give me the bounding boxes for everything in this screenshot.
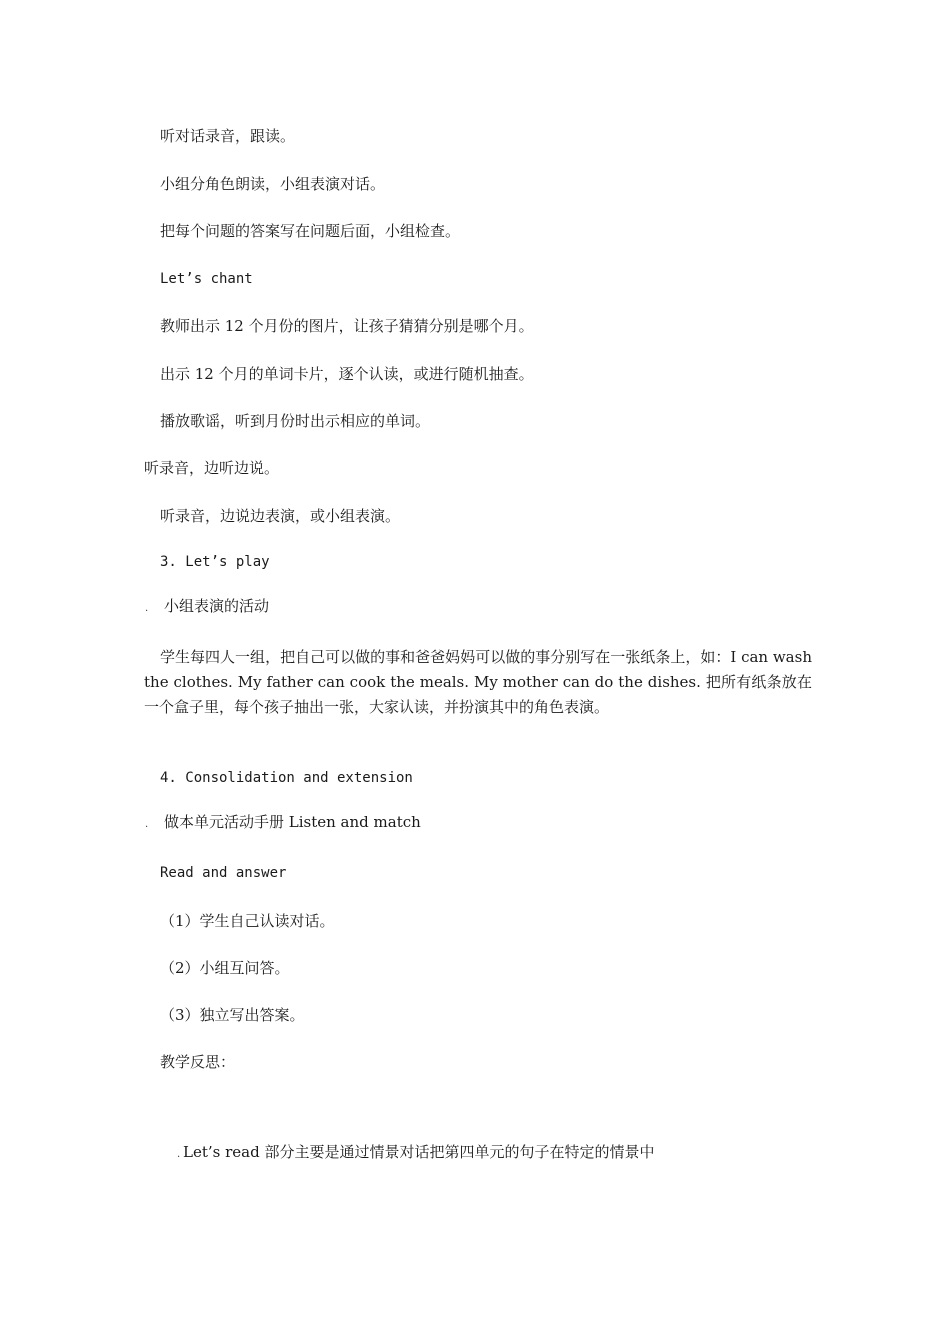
text-line: 播放歌谣，听到月份时出示相应的单词。 xyxy=(160,412,431,430)
bullet-marker: . xyxy=(177,1149,181,1160)
section-heading: Let’s chant xyxy=(160,271,253,287)
text-line: Read and answer xyxy=(160,865,287,881)
text-line: 把每个问题的答案写在问题后面，小组检查。 xyxy=(160,222,461,240)
bullet-marker: . xyxy=(145,819,149,830)
bullet-marker: . xyxy=(145,603,149,614)
section-heading: 4. Consolidation and extension xyxy=(160,770,413,786)
text-line: 出示 12 个月的单词卡片，逐个认读，或进行随机抽查。 xyxy=(160,365,534,383)
list-item: （2）小组互问答。 xyxy=(160,959,290,977)
text-line: 教学反思： xyxy=(160,1053,236,1071)
text-line: Let’s read 部分主要是通过情景对话把第四单元的句子在特定的情景中 xyxy=(183,1143,655,1161)
text-line: 听录音，边听边说。 xyxy=(144,459,280,477)
section-heading: 3. Let’s play xyxy=(160,554,270,570)
list-item: （1）学生自己认读对话。 xyxy=(160,912,335,930)
body-paragraph: 学生每四人一组，把自己可以做的事和爸爸妈妈可以做的事分别写在一张纸条上，如：I can wash the clothes. My father can cook the meals. My mother can do the dishes. 把所有纸条放在一个盒子里，每个孩子抽出一张，大家认读，并扮演其中的角色表演。 xyxy=(144,648,812,716)
text-line: 听对话录音，跟读。 xyxy=(160,127,296,145)
list-item: （3）独立写出答案。 xyxy=(160,1006,305,1024)
text-line: 做本单元活动手册 Listen and match xyxy=(164,813,421,831)
text-line: 教师出示 12 个月份的图片，让孩子猜猜分别是哪个月。 xyxy=(160,317,534,335)
text-line: 小组表演的活动 xyxy=(164,597,270,615)
text-line: 小组分角色朗读，小组表演对话。 xyxy=(160,175,386,193)
text-line: 听录音，边说边表演，或小组表演。 xyxy=(160,507,401,525)
